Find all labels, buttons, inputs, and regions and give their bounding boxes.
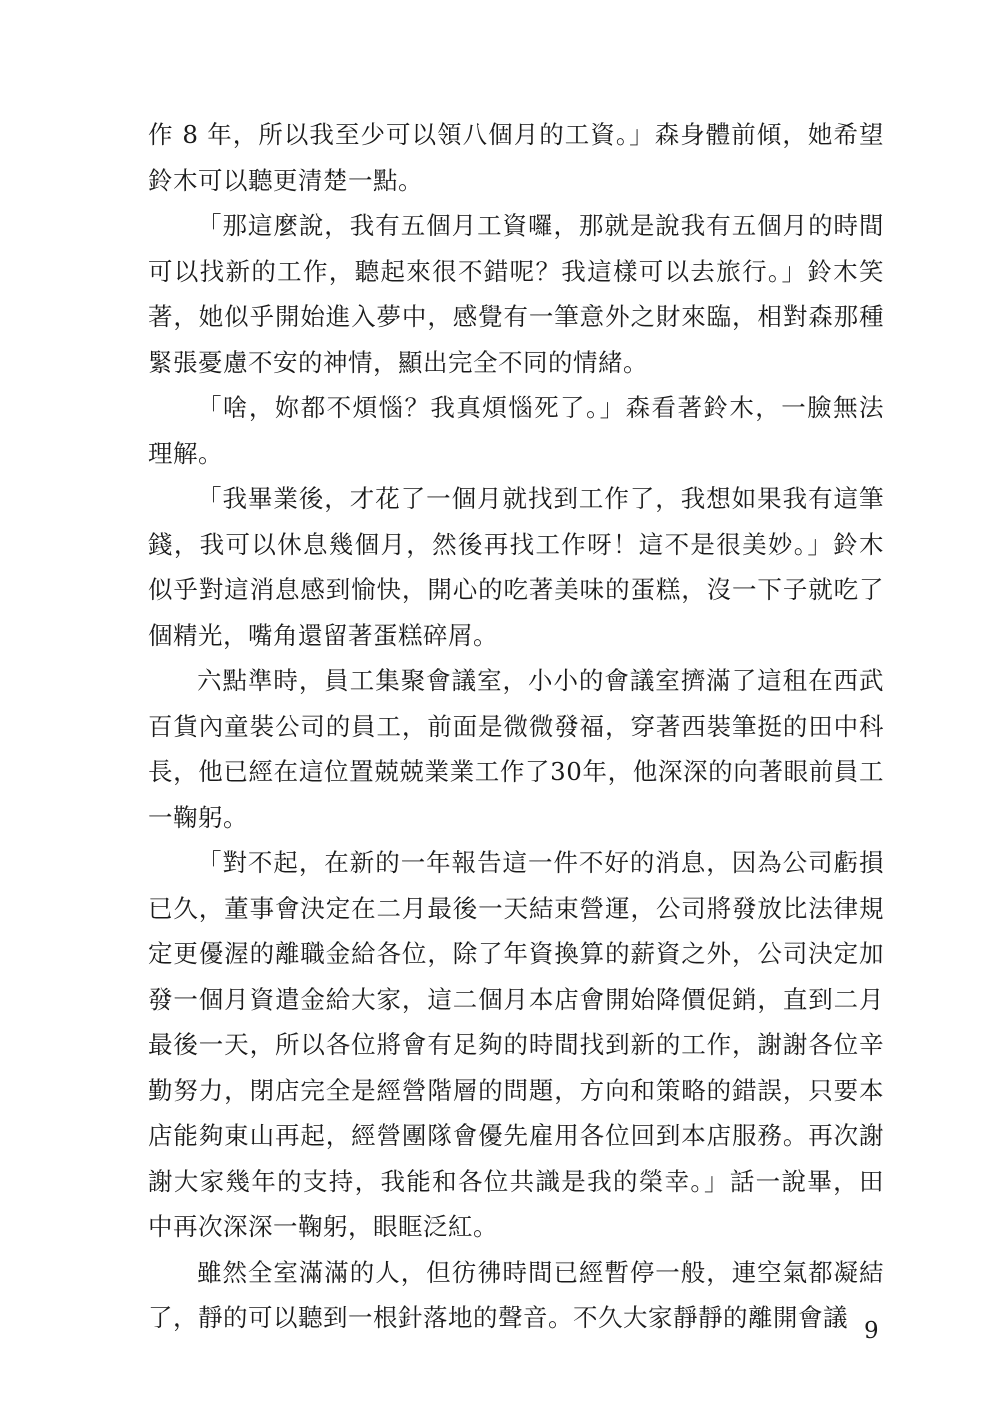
paragraph: 「我畢業後，才花了一個月就找到工作了，我想如果我有這筆錢，我可以休息幾個月，然後再找工作呀！這不是很美妙。」鈴木似乎對這消息感到愉快，開心的吃著美味的蛋糕，沒一下子就吃了個精光，嘴角還留著蛋糕碎屑。	[148, 484, 884, 650]
paragraph: 「啥，妳都不煩惱？我真煩惱死了。」森看著鈴木，一臉無法理解。	[148, 393, 884, 468]
paragraph: 雖然全室滿滿的人，但彷彿時間已經暫停一般，連空氣都凝結了，靜的可以聽到一根針落地的聲音。不久大家靜靜的離開會議	[148, 1257, 884, 1332]
body-text	[148, 112, 884, 1341]
page-number: 9	[864, 1318, 879, 1344]
paragraph: 作 8 年，所以我至少可以領八個月的工資。」森身體前傾，她希望鈴木可以聽更清楚一點。	[148, 120, 884, 195]
paragraph: 「那這麼說，我有五個月工資囉，那就是說我有五個月的時間可以找新的工作，聽起來很不錯呢？我這樣可以去旅行。」鈴木笑著，她似乎開始進入夢中，感覺有一筆意外之財來臨，相對森那種緊張憂慮不安的神情，顯出完全不同的情緒。	[148, 211, 884, 377]
paragraph: 六點準時，員工集聚會議室，小小的會議室擠滿了這租在西武百貨內童裝公司的員工，前面是微微發福，穿著西裝筆挺的田中科長，他已經在這位置兢兢業業工作了30年，他深深的向著眼前員工一鞠躬。	[148, 666, 884, 832]
paragraph: 「對不起，在新的一年報告這一件不好的消息，因為公司虧損已久，董事會決定在二月最後一天結束營運，公司將發放比法律規定更優渥的離職金給各位，除了年資換算的薪資之外，公司決定加發一個月資遣金給大家，這二個月本店會開始降價促銷，直到二月最後一天，所以各位將會有足夠的時間找到新的工作，謝謝各位辛勤努力，閉店完全是經營階層的問題，方向和策略的錯誤，只要本店能夠東山再起，經營團隊會優先雇用各位回到本店服務。再次謝謝大家幾年的支持，我能和各位共識是我的榮幸。」話一說畢，田中再次深深一鞠躬，眼眶泛紅。	[148, 848, 884, 1241]
